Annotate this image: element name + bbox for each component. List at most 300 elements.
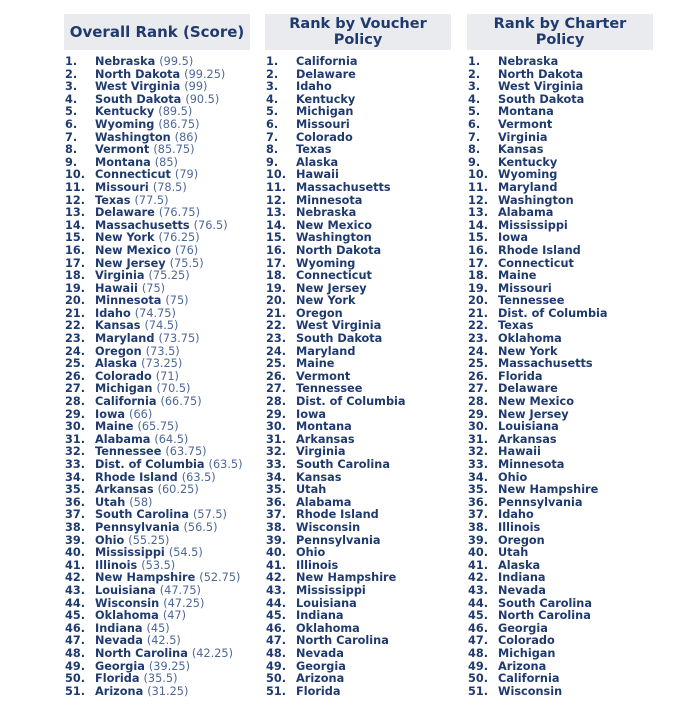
rank-number: 8. (65, 143, 78, 157)
rank-number: 51. (468, 684, 489, 698)
state-name: Indiana (95, 621, 143, 635)
rank-number: 25. (266, 357, 287, 371)
rank-number: 30. (266, 420, 287, 434)
list-item (265, 157, 451, 170)
rank-number: 26. (266, 369, 287, 383)
list-item (64, 585, 250, 598)
list-item (467, 81, 653, 94)
rank-number: 16. (65, 243, 86, 257)
state-score: (75.5) (169, 256, 204, 270)
list-item (467, 308, 653, 321)
state-name: Idaho (498, 508, 534, 522)
list-item (467, 119, 653, 132)
state-name: South Dakota (296, 332, 383, 346)
state-name: Texas (296, 143, 332, 157)
rank-number: 6. (468, 117, 481, 131)
list-item (64, 383, 250, 396)
state-name: Michigan (95, 382, 153, 396)
list-item (265, 409, 451, 422)
state-name: Oregon (296, 306, 343, 320)
state-name: Washington (296, 231, 372, 245)
state-score: (76.5) (193, 218, 228, 232)
rank-number: 19. (266, 281, 287, 295)
list-item (467, 409, 653, 422)
rank-number: 15. (65, 231, 86, 245)
state-name: Tennessee (296, 382, 363, 396)
rank-number: 18. (468, 269, 489, 283)
state-name: Louisiana (498, 420, 559, 434)
state-name: Delaware (95, 206, 155, 220)
rank-number: 29. (266, 407, 287, 421)
state-name: Massachusetts (95, 218, 190, 232)
charter-rank-column (467, 14, 653, 698)
rank-number: 4. (65, 92, 78, 106)
state-name: Georgia (296, 659, 346, 673)
state-name: West Virginia (95, 80, 181, 94)
state-name: Nebraska (296, 206, 357, 220)
state-score: (63.5) (181, 470, 216, 484)
rank-number: 20. (65, 294, 86, 308)
rank-number: 8. (266, 143, 279, 157)
list-item (265, 195, 451, 208)
list-item (265, 472, 451, 485)
list-item (467, 144, 653, 157)
list-item (467, 560, 653, 573)
state-score: (76.25) (158, 231, 200, 245)
rank-number: 45. (266, 609, 287, 623)
charter-rank-header: Rank by Charter Policy (467, 14, 653, 50)
state-name: Kansas (498, 143, 544, 157)
voucher-rank-header: Rank by Voucher Policy (265, 14, 451, 50)
state-name: Ohio (95, 533, 125, 547)
list-item (64, 245, 250, 258)
list-item (265, 132, 451, 145)
list-item (64, 421, 250, 434)
state-name: Vermont (296, 369, 351, 383)
rank-number: 13. (65, 206, 86, 220)
state-name: Ohio (498, 470, 528, 484)
list-item (467, 497, 653, 510)
state-name: Montana (498, 105, 554, 119)
rank-number: 4. (468, 92, 481, 106)
list-item (265, 635, 451, 648)
state-score: (99) (184, 80, 208, 94)
list-item (265, 283, 451, 296)
state-name: Alaska (498, 558, 541, 572)
state-name: Utah (296, 483, 327, 497)
state-score: (85.75) (153, 143, 195, 157)
state-name: Georgia (498, 621, 548, 635)
state-name: Vermont (498, 117, 553, 131)
list-item (265, 421, 451, 434)
rank-number: 36. (468, 495, 489, 509)
state-score: (78.5) (152, 180, 187, 194)
state-name: Utah (498, 546, 529, 560)
rank-number: 36. (266, 495, 287, 509)
rank-number: 29. (468, 407, 489, 421)
rank-number: 47. (65, 634, 86, 648)
rank-number: 41. (266, 558, 287, 572)
list-item (64, 547, 250, 560)
rank-number: 35. (468, 483, 489, 497)
rank-number: 3. (266, 80, 279, 94)
state-score: (63.5) (208, 458, 243, 471)
rank-number: 20. (468, 294, 489, 308)
rank-number: 6. (266, 117, 279, 131)
rank-number: 37. (468, 508, 489, 522)
state-name: Kentucky (498, 155, 558, 169)
state-score: (55.25) (128, 533, 170, 547)
rank-number: 50. (468, 672, 489, 686)
state-name: Delaware (296, 67, 356, 81)
list-item (467, 358, 653, 371)
state-name: Pennsylvania (95, 520, 180, 534)
state-name: Oregon (498, 533, 545, 547)
rank-number: 22. (65, 319, 86, 333)
state-name: North Carolina (296, 634, 389, 648)
list-item (467, 245, 653, 258)
state-name: Florida (95, 672, 140, 686)
list-item (265, 182, 451, 195)
list-item (467, 220, 653, 233)
rank-number: 44. (468, 596, 489, 610)
list-item (265, 69, 451, 82)
list-item (467, 686, 653, 699)
state-score: (47.25) (163, 596, 205, 610)
state-name: Kentucky (296, 92, 356, 106)
state-name: North Carolina (498, 609, 591, 623)
list-item (467, 484, 653, 497)
state-name: Wyoming (296, 256, 356, 270)
rank-number: 41. (468, 558, 489, 572)
state-score: (70.5) (156, 382, 191, 396)
list-item (265, 673, 451, 686)
rank-number: 41. (65, 558, 86, 572)
rank-number: 48. (266, 646, 287, 660)
rank-number: 10. (468, 168, 489, 182)
rank-number: 8. (468, 143, 481, 157)
rank-number: 49. (468, 659, 489, 673)
state-name: Colorado (95, 369, 152, 383)
state-name: North Dakota (95, 67, 181, 81)
rank-number: 32. (266, 445, 287, 459)
state-name: New Mexico (95, 243, 172, 257)
list-item (265, 56, 451, 69)
rank-number: 43. (468, 583, 489, 597)
overall-rank-header: Overall Rank (Score) (64, 14, 250, 50)
rank-number: 18. (266, 269, 287, 283)
rank-number: 13. (468, 206, 489, 220)
list-item (265, 484, 451, 497)
list-item (265, 661, 451, 674)
state-name: Oregon (95, 344, 142, 358)
state-name: Texas (95, 193, 131, 207)
list-item (265, 270, 451, 283)
list-item (64, 472, 250, 485)
rank-number: 26. (65, 369, 86, 383)
state-name: Maine (95, 420, 134, 434)
list-item (64, 94, 250, 107)
rank-number: 31. (468, 432, 489, 446)
state-score: (73.25) (141, 357, 183, 371)
state-name: South Dakota (498, 92, 585, 106)
state-name: North Dakota (296, 243, 382, 257)
state-name: Mississippi (498, 218, 568, 232)
state-name: South Carolina (296, 458, 390, 471)
state-name: North Dakota (498, 67, 584, 81)
rank-number: 11. (65, 180, 86, 194)
rank-number: 42. (65, 571, 86, 585)
list-item (467, 673, 653, 686)
list-item (265, 81, 451, 94)
state-score: (85) (154, 155, 178, 169)
state-name: California (498, 672, 560, 686)
rank-number: 21. (468, 306, 489, 320)
rank-number: 30. (468, 420, 489, 434)
rank-number: 2. (65, 67, 78, 81)
list-item (467, 106, 653, 119)
state-name: New Mexico (296, 218, 373, 232)
list-item (467, 333, 653, 346)
rank-number: 21. (65, 306, 86, 320)
list-item (467, 270, 653, 283)
state-score: (74.5) (144, 319, 179, 333)
rank-number: 1. (266, 55, 279, 68)
state-name: West Virginia (498, 80, 584, 94)
list-item (64, 220, 250, 233)
state-score: (57.5) (192, 508, 227, 522)
state-score: (75.25) (148, 269, 190, 283)
rank-number: 14. (65, 218, 86, 232)
rank-number: 49. (65, 659, 86, 673)
state-name: Montana (296, 420, 352, 434)
state-name: California (95, 395, 157, 409)
state-name: Hawaii (296, 168, 339, 182)
list-item (467, 610, 653, 623)
state-name: Delaware (498, 382, 558, 396)
state-name: Kansas (95, 319, 141, 333)
rank-number: 46. (468, 621, 489, 635)
rank-number: 40. (65, 546, 86, 560)
state-name: Michigan (296, 105, 354, 119)
list-item (64, 207, 250, 220)
state-score: (53.5) (141, 558, 176, 572)
list-item (265, 346, 451, 359)
rank-number: 11. (266, 180, 287, 194)
list-item (64, 182, 250, 195)
rank-number: 49. (266, 659, 287, 673)
state-name: South Dakota (95, 92, 182, 106)
state-name: Texas (498, 319, 534, 333)
state-name: Utah (95, 495, 126, 509)
state-score: (58) (129, 495, 153, 509)
list-item (64, 320, 250, 333)
rank-number: 7. (266, 130, 279, 144)
rank-number: 46. (65, 621, 86, 635)
list-item (265, 333, 451, 346)
rank-number: 7. (65, 130, 78, 144)
rank-number: 28. (468, 395, 489, 409)
voucher-rank-column (265, 14, 451, 698)
state-score: (75) (165, 294, 189, 308)
list-item (467, 258, 653, 271)
rank-number: 35. (65, 483, 86, 497)
state-name: Pennsylvania (498, 495, 583, 509)
rank-number: 27. (266, 382, 287, 396)
rank-number: 24. (468, 344, 489, 358)
state-score: (86) (174, 130, 198, 144)
state-name: Iowa (296, 407, 327, 421)
list-item (265, 207, 451, 220)
state-name: Oklahoma (95, 609, 159, 623)
list-item (265, 585, 451, 598)
state-name: Colorado (296, 130, 353, 144)
state-name: Wisconsin (498, 684, 563, 698)
list-item (265, 358, 451, 371)
state-name: Dist. of Columbia (296, 395, 406, 409)
state-score: (31.25) (147, 684, 189, 698)
rank-number: 22. (266, 319, 287, 333)
rank-number: 33. (468, 458, 489, 471)
charter-rank-list (467, 56, 653, 698)
list-item (64, 572, 250, 585)
state-score: (76.75) (158, 206, 200, 220)
state-name: Wyoming (95, 117, 155, 131)
state-name: Virginia (296, 445, 346, 459)
list-item (467, 396, 653, 409)
list-item (467, 623, 653, 636)
list-item (467, 207, 653, 220)
state-name: New Hampshire (498, 483, 599, 497)
state-name: Iowa (498, 231, 529, 245)
state-name: Wyoming (498, 168, 558, 182)
list-item (467, 535, 653, 548)
list-item (467, 572, 653, 585)
state-name: Minnesota (296, 193, 363, 207)
rank-number: 39. (65, 533, 86, 547)
list-item (64, 270, 250, 283)
state-name: Louisiana (296, 596, 357, 610)
state-name: New York (296, 294, 356, 308)
rank-number: 9. (65, 155, 78, 169)
rank-number: 10. (266, 168, 287, 182)
list-item (467, 585, 653, 598)
state-name: Idaho (95, 306, 131, 320)
rank-number: 23. (468, 332, 489, 346)
list-item (265, 144, 451, 157)
state-name: New Mexico (498, 395, 575, 409)
state-score: (66) (129, 407, 153, 421)
state-name: Arkansas (498, 432, 557, 446)
state-name: Kentucky (95, 105, 155, 119)
rank-number: 6. (65, 117, 78, 131)
state-name: Arizona (296, 672, 345, 686)
rank-number: 15. (266, 231, 287, 245)
rank-number: 28. (266, 395, 287, 409)
list-item (467, 648, 653, 661)
rank-number: 9. (266, 155, 279, 169)
state-score: (90.5) (185, 92, 220, 106)
state-score: (89.5) (158, 105, 193, 119)
rank-number: 14. (266, 218, 287, 232)
rank-number: 22. (468, 319, 489, 333)
state-name: Nevada (296, 646, 344, 660)
rank-number: 42. (468, 571, 489, 585)
rank-number: 48. (65, 646, 86, 660)
state-name: Montana (95, 155, 151, 169)
rank-number: 11. (468, 180, 489, 194)
rank-number: 48. (468, 646, 489, 660)
state-score: (47.75) (159, 583, 201, 597)
state-name: Massachusetts (498, 357, 593, 371)
state-score: (63.75) (165, 445, 207, 459)
list-item (64, 396, 250, 409)
list-item (64, 648, 250, 661)
rank-number: 38. (65, 520, 86, 534)
list-item (265, 295, 451, 308)
state-name: Alabama (95, 432, 151, 446)
rank-number: 47. (468, 634, 489, 648)
state-score: (99.5) (159, 55, 194, 68)
state-name: Maryland (95, 332, 155, 346)
state-name: Florida (296, 684, 341, 698)
list-item (467, 459, 653, 472)
state-name: Maryland (296, 344, 356, 358)
rank-number: 15. (468, 231, 489, 245)
rank-number: 31. (65, 432, 86, 446)
list-item (467, 169, 653, 182)
list-item (467, 635, 653, 648)
list-item (265, 547, 451, 560)
state-name: Oklahoma (498, 332, 562, 346)
state-name: Idaho (296, 80, 332, 94)
list-item (64, 358, 250, 371)
state-name: Missouri (296, 117, 350, 131)
state-name: Oklahoma (296, 621, 360, 635)
state-score: (79) (174, 168, 199, 182)
rank-number: 51. (266, 684, 287, 698)
list-item (265, 119, 451, 132)
rank-number: 44. (266, 596, 287, 610)
state-name: Nebraska (498, 55, 559, 68)
list-item (467, 195, 653, 208)
state-name: Washington (498, 193, 574, 207)
rank-number: 1. (468, 55, 481, 68)
rank-number: 18. (65, 269, 86, 283)
list-item (64, 673, 250, 686)
rank-number: 14. (468, 218, 489, 232)
state-name: Nevada (498, 583, 546, 597)
rank-number: 40. (468, 546, 489, 560)
state-name: Rhode Island (296, 508, 379, 522)
list-item (467, 547, 653, 560)
rank-number: 43. (65, 583, 86, 597)
rank-number: 42. (266, 571, 287, 585)
state-score: (42.5) (146, 634, 181, 648)
list-item (64, 484, 250, 497)
state-name: South Carolina (95, 508, 189, 522)
list-item (265, 535, 451, 548)
state-score: (99.25) (184, 67, 226, 81)
list-item (64, 610, 250, 623)
list-item (265, 598, 451, 611)
state-name: New Hampshire (95, 571, 196, 585)
list-item (64, 333, 250, 346)
rank-number: 23. (65, 332, 86, 346)
rank-number: 32. (65, 445, 86, 459)
state-name: Maine (498, 269, 537, 283)
list-item (467, 295, 653, 308)
